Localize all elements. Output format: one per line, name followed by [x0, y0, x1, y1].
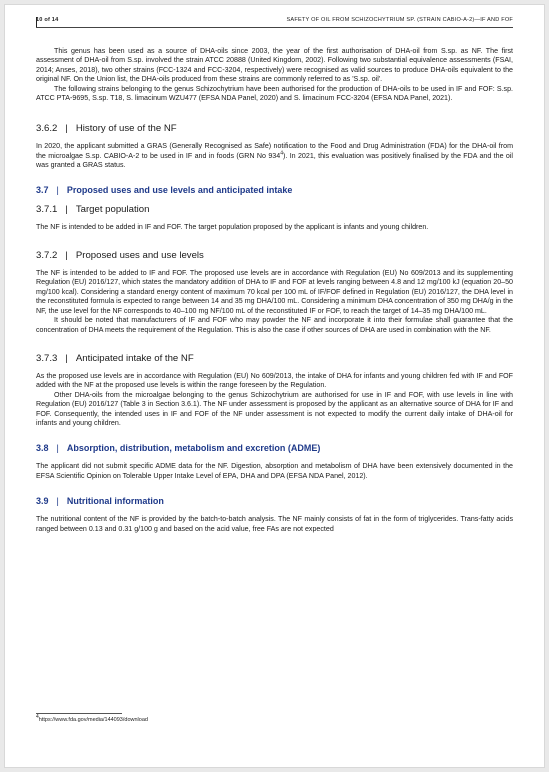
section-number: 3.7.1: [36, 203, 58, 215]
intro-paragraph-2: The following strains belonging to the genus Schizochytrium have been authorised for the production of DHA-oils to be used in IF and FOF: S.sp. ATCC PTA-9695, S.sp. T18, S. limacinum WZU477 (EFSA NDA Panel, 2020) and S. limacinum FCC-3204 (EFSA NDA Panel, 2021).: [36, 84, 513, 103]
nutritional-paragraph: The nutritional content of the NF is provided by the batch-to-batch analysis. The NF mainly consists of fat in the form of triglycerides. Trans-fatty acids ranged between 0.13 and 0.31 g/100 g and based on the acid value, free FAs are not expected: [36, 515, 513, 533]
section-heading-3-9: 3.9 | Nutritional information: [36, 496, 164, 507]
section-number: 3.7.3: [36, 352, 58, 364]
section-number: 3.9: [36, 496, 49, 507]
section-title: Nutritional information: [66, 496, 164, 507]
footnote-rule: [36, 713, 122, 714]
intro-paragraph-1: This genus has been used as a source of DHA-oils since 2003, the year of the first authorisation of DHA-oil from S.sp. as NF. The first assessment of DHA-oil from S.sp. involved the strain ATCC 20888 (United Kingdom, 2002). Following two substantial equivalence assessments (FSAI, 2014; Anses, 2018), two other strains (FCC-1324 and FCC-3204, respectively) were recognised as valid sources to produce DHA-oils equivalent to the original NF. On the Union list, the DHA-oils produced from these strains are commonly referred to as 'S.sp. oil'.: [36, 47, 513, 84]
section-title: History of use of the NF: [75, 123, 177, 135]
use-levels-paragraph-1: The NF is intended to be added to IF and FOF. The proposed use levels are in accordance with Regulation (EU) No 609/2013 and its supplementing Regulation (EU) 2016/127, which states the mandatory addition of DHA to IF and FOF at levels ranging between 4.8 and 12 mg/100 kJ (equation 20–50 mg/100 kcal). Considering a standard energy content of maximum 70 kcal per 100 mL of IF/FOF defined in Regulation (EU) 2016/127, the DHA level in the reconstituted formula is expected to range between 14 and 35 mg DHA/100 mL. Considering a minimum DHA concentration of 350 mg DHA/g in the NF, the use level for the NF corresponds to 40–100 mg NF/100 mL of the reconstituted IF or FOF, to reach the target of 14–35 mg DHA/100 mL.: [36, 269, 513, 315]
section-number: 3.6.2: [36, 123, 58, 135]
footnote-link[interactable]: https://www.fda.gov/media/144093/download: [38, 717, 148, 723]
section-title: Target population: [75, 203, 150, 215]
section-title: Anticipated intake of the NF: [75, 352, 194, 364]
section-heading-3-8: 3.8 | Absorption, distribution, metabolism and excretion (ADME): [36, 443, 321, 454]
page-number: 10 of 14: [36, 17, 59, 23]
footnote-ref[interactable]: 4: [280, 150, 283, 157]
target-population-paragraph: The NF is intended to be added in IF and FOF. The target population proposed by the applicant is infants and young children.: [36, 222, 429, 231]
section-title: Absorption, distribution, metabolism and excretion (ADME): [66, 443, 321, 454]
history-paragraph: In 2020, the applicant submitted a GRAS (Generally Recognised as Safe) notification to the Food and Drug Administration (FDA) for the DHA-oil from the microalgae S.sp. CABIO-A-2 to be used in IF and in foods (GRN No $934^4$). In 2021, this evaluation was positively finalised by the FDA and the oil was granted a GRAS status.: [36, 142, 513, 170]
section-heading-3-6-2: 3.6.2 | History of use of the NF: [36, 123, 177, 135]
adme-paragraph: The applicant did not submit specific ADME data for the NF. Digestion, absorption and metabolism of DHA have been extensively documented in the EFSA Scientific Opinion on Tolerable Upper Intake Level of EPA, DHA and DPA (EFSA NDA Panel, 2012).: [36, 462, 513, 480]
header-rule: [36, 27, 513, 28]
section-heading-3-7-3: 3.7.3 | Anticipated intake of the NF: [36, 352, 194, 364]
document-page: [4, 4, 545, 768]
section-number: 3.7.2: [36, 250, 58, 262]
page-content: [36, 47, 513, 534]
section-number: 3.8: [36, 443, 49, 454]
section-title: Proposed uses and use levels and anticipated intake: [66, 184, 293, 195]
section-number: 3.7: [36, 184, 49, 195]
section-heading-3-7: 3.7 | Proposed uses and use levels and anticipated intake: [36, 184, 293, 195]
section-heading-3-7-2: 3.7.2 | Proposed uses and use levels: [36, 250, 204, 262]
anticipated-intake-paragraph-2: Other DHA-oils from the microalgae belonging to the genus Schizochytrium are authorised for use in IF and FOF, with use levels in line with Regulation (EU) 2016/127 (Table 3 in Section 3.6.1). The NF under assessment is proposed by the applicant as an alternative source of DHA for IF and FOF. Consequently, the intended uses in IF and FOF of the NF under assessment is not expected to modify the current daily intake of DHA-oil for infants and young children.: [36, 390, 513, 427]
anticipated-intake-paragraph-1: As the proposed use levels are in accordance with Regulation (EU) No 609/2013, the intake of DHA for infants and young children fed with IF and FOF added with the NF at the proposed use levels is within the range foreseen by the Regulation.: [36, 371, 513, 390]
use-levels-paragraph-2: It should be noted that manufacturers of IF and FOF who may powder the NF and incorporate it into their formulae shall guarantee that the concentration of DHA meets the requirement of the Regulation. This is also the case if other sources of DHA are used in combination with the NF.: [36, 316, 513, 334]
section-title: Proposed uses and use levels: [75, 250, 204, 262]
section-heading-3-7-1: 3.7.1 | Target population: [36, 203, 150, 215]
running-title: SAFETY OF OIL FROM SCHIZOCHYTRIUM SP. (STRAIN CABIO-A-2)—IF AND FOF: [286, 17, 513, 23]
footnote-mark: 4: [36, 714, 39, 721]
footnote: [36, 714, 148, 723]
